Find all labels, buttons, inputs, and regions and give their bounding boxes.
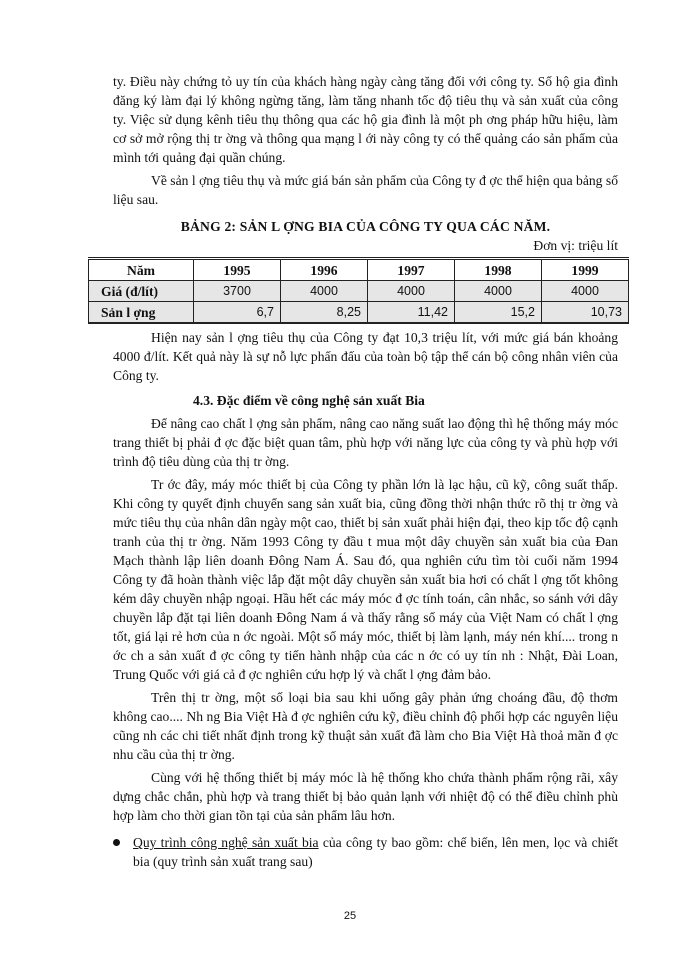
table-cell: 4000 [455, 281, 542, 302]
table-title: BẢNG 2: SẢN L ỢNG BIA CỦA CÔNG TY QUA CÁC NĂM. [180, 219, 551, 234]
table-header-cell: 1995 [194, 259, 281, 281]
bullet-underlined-text: Quy trình công nghệ sản xuất bia [133, 835, 319, 850]
row-label: Giá (đ/lít) [89, 281, 194, 302]
table-header-cell: Năm [89, 259, 194, 281]
table-row-price [89, 281, 629, 302]
page-number: 25 [343, 910, 357, 922]
table-header-row [89, 259, 629, 281]
table-cell: 11,42 [368, 302, 455, 324]
row-label: Sản l ợng [89, 302, 194, 324]
table-cell: 6,7 [194, 302, 281, 324]
section-heading: 4.3. Đặc điểm về công nghệ sản xuất Bia [193, 393, 425, 408]
table-cell: 8,25 [281, 302, 368, 324]
paragraph-intro: ty. Điều này chứng tỏ uy tín của khách hàng ngày càng tăng đối với công ty. Số hộ gia đình đăng ký làm đại lý không ngừng tăng, làm tăng nhanh tốc độ tiêu thụ và sản xuất của công ty. Việc sử dụng kênh tiêu thụ thông qua các hộ gia đình là một ph ơng pháp hữu hiệu, làm cơ sở mở rộng thị tr ờng và thông qua mạng l ới này công ty có thể quảng cáo sản phẩm của mình tới quảng đại quần chúng. [113, 74, 618, 165]
table-header-cell: 1996 [281, 259, 368, 281]
table-cell: 15,2 [455, 302, 542, 324]
bullet-text: của công ty bao gồm: chế biến, lên men, lọc và chiết bia (quy trình sản xuất trang sau) [133, 835, 618, 869]
table-unit: Đơn vị: triệu lít [533, 238, 618, 253]
paragraph-section-1: Để nâng cao chất l ợng sản phẩm, nâng cao năng suất lao động thì hệ thống máy móc trang thiết bị phải đ ợc đặc biệt quan tâm, phù hợp với năng lực của công ty và phù hợp với trình độ tiêu dùng của thị tr ờng. [113, 416, 618, 469]
document-page [101, 72, 622, 875]
table-header-cell: 1998 [455, 259, 542, 281]
paragraph-section-4: Cùng với hệ thống thiết bị máy móc là hệ thống kho chứa thành phẩm rộng rãi, xây dựng chắc chắn, phù hợp và trang thiết bị bảo quản lạnh với nhiệt độ có thể điều chỉnh phù hợp làm cho thời gian tồn tại của sản phẩm lâu hơn. [113, 770, 618, 823]
table-row-output [89, 302, 629, 324]
bullet-icon [113, 839, 120, 846]
paragraph-section-2: Tr ớc đây, máy móc thiết bị của Công ty phần lớn là lạc hậu, cũ kỹ, công suất thấp. Khi công ty quyết định chuyển sang sản xuất bia, cũng đồng thời nhận thức rõ thị tr ờng và mức tiêu thụ của nhân dân ngày một cao, thiết bị sản xuất phải hiện đại, theo kịp tốc độ cạnh tranh của thị tr ờng. Năm 1993 Công ty đầu t mua một dây chuyền sản xuất bia của Đan Mạch thành lập liên doanh Đông Nam Á. Sau đó, qua nghiên cứu tìm tòi cuối năm 1994 Công ty đã hoàn thành việc lắp đặt một dây chuyền sản xuất bia hơi có chất l ợng tốt không kém dây chuyền nhập ngoại. Hầu hết các máy móc đ ợc tính toán, cân nhắc, so sánh với dây chuyền lắp đặt tại liên doanh Đông Nam á và thấy rằng số máy của Việt Nam có chất l ợng tốt, giá lại rẻ hơn của n ớc ngoài. Một số máy móc, thiết bị làm lạnh, máy nén khí.... trong n ớc ch a sản xuất đ ợc công ty tiến hành nhập của các n ớc có uy tín nh : Nhật, Đài Loan, Trung Quốc với giá cả đ ợc nghiên cứu hợp lý và chất l ợng đảm bảo. [113, 477, 618, 682]
table-header-cell: 1997 [368, 259, 455, 281]
table-cell: 10,73 [542, 302, 629, 324]
table-cell: 4000 [542, 281, 629, 302]
table-cell: 4000 [368, 281, 455, 302]
paragraph-after-table: Hiện nay sản l ợng tiêu thụ của Công ty đạt 10,3 triệu lít, với mức giá bán khoảng 4000 đ/lít. Kết quả này là sự nỗ lực phấn đấu của toàn bộ tập thể cán bộ công nhân viên của Công ty. [113, 330, 618, 383]
paragraph-section-3: Trên thị tr ờng, một số loại bia sau khi uống gây phản ứng choáng đầu, độ thơm không cao.... Nh ng Bia Việt Hà đ ợc nghiên cứu kỹ, điều chỉnh độ phối hợp các nguyên liệu cũng nh các chi tiết nhất định trong kỹ thuật sản xuất đã làm cho Bia Việt Hà thoả mãn đ ợc nhu cầu của thị tr ờng. [113, 690, 618, 762]
table-cell: 3700 [194, 281, 281, 302]
table-header-cell: 1999 [542, 259, 629, 281]
beer-output-table [88, 257, 629, 324]
bullet-item [113, 833, 618, 871]
paragraph-table-intro: Về sản l ợng tiêu thụ và mức giá bán sản phẩm của Công ty đ ợc thể hiện qua bảng số liệu sau. [113, 173, 618, 207]
table-cell: 4000 [281, 281, 368, 302]
